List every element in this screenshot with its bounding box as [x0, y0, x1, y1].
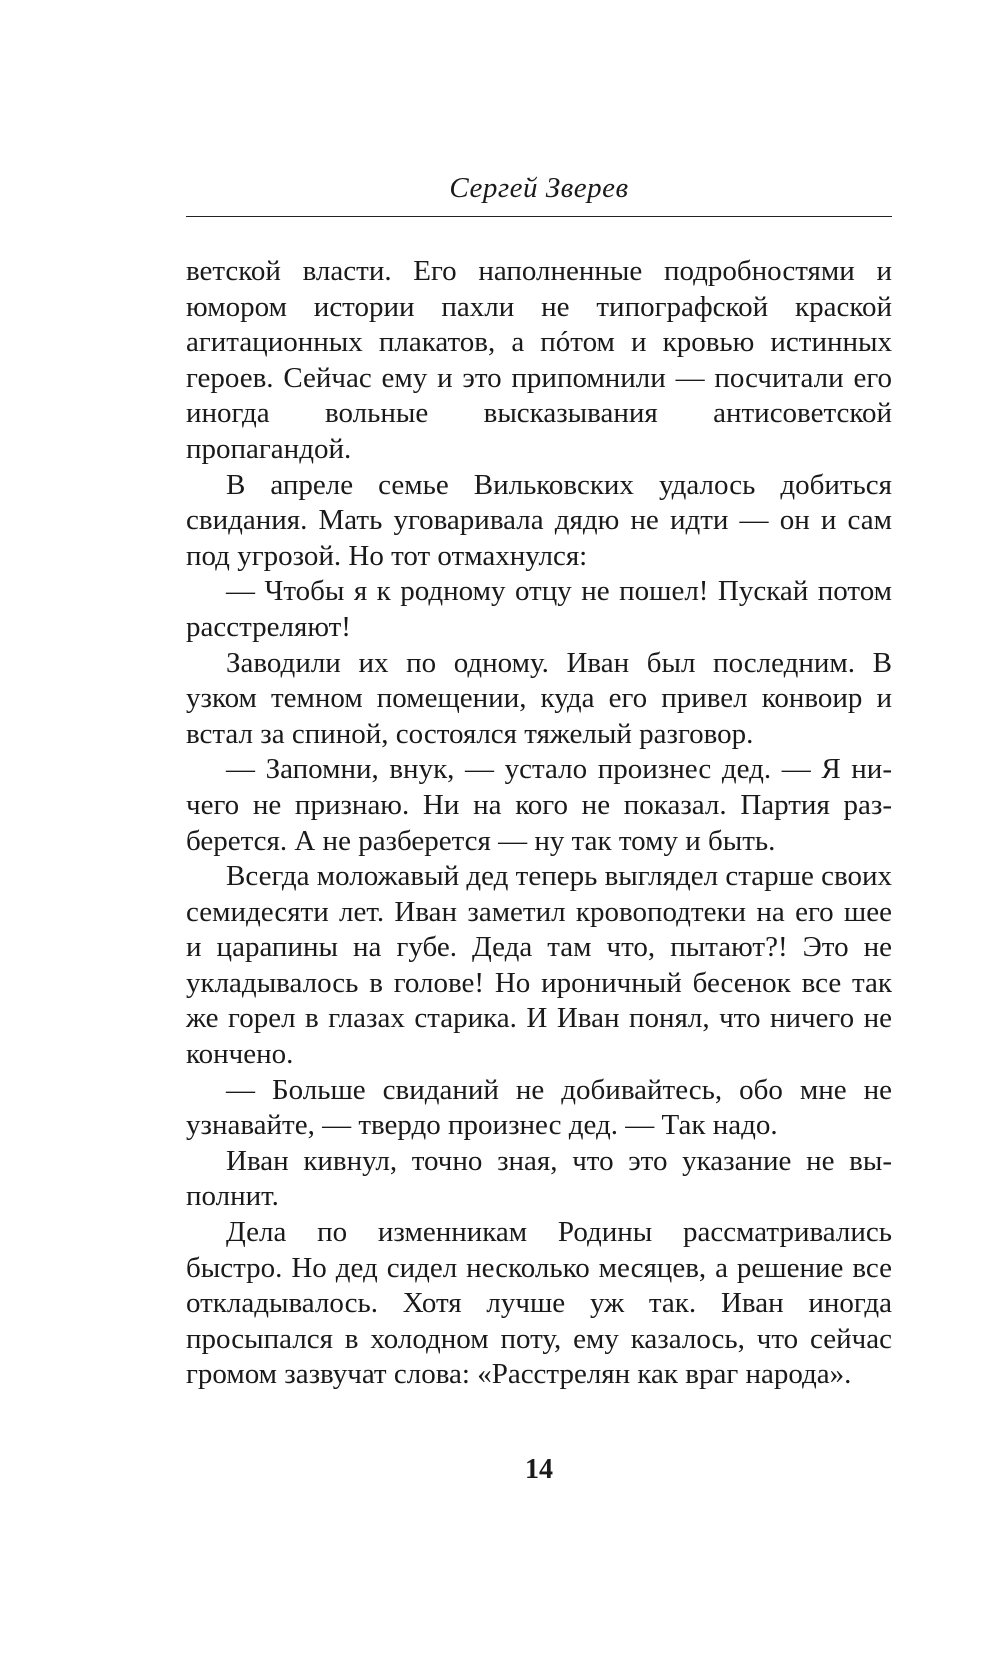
paragraph-5-dialogue: — Запомни, внук, — устало произнес дед. — Я ничего не признаю. Ни на кого не показал. Партия разберется. А не разберется — ну так тому и быть. — [186, 753, 892, 857]
paragraph-6: Всегда моложавый дед теперь выглядел старше своих семидесяти лет. Иван заметил кровоподтеки на его шее и царапины на губе. Деда там что, пытают?! Это не укладывалось в голове! Но ироничный бесенок все так же горел в глазах старика. И Иван понял, что ничего не кончено. — [186, 860, 892, 1071]
page-number: 14 — [525, 1454, 553, 1485]
paragraph-8: Иван кивнул, точно зная, что это указание не выполнит. — [186, 1144, 892, 1213]
paragraph-3-dialogue: — Чтобы я к родному отцу не пошел! Пускай потом расстреляют! — [186, 575, 892, 643]
paragraph-1-continued: ветской власти. Его наполненные подробностями и юмором истории пахли не типографской краской агитационных плакатов, а пóтом и кровью истинных героев. Сейчас ему и это припомнили — посчитали его иногда вольные высказывания антисоветской пропагандой. — [186, 255, 892, 465]
paragraph-7-dialogue: — Больше свиданий не добивайтесь, обо мне не узнавайте, — твердо произнес дед. — Так надо. — [186, 1073, 892, 1142]
paragraph-4: Заводили их по одному. Иван был последним. В узком темном помещении, куда его привел конвоир и встал за спиной, состоялся тяжелый разговор. — [186, 646, 892, 750]
body-text — [186, 254, 892, 1393]
header-rule — [186, 216, 892, 217]
paragraph-2: В апреле семье Вильковских удалось добиться свидания. Мать уговаривала дядю не идти — он и сам под угрозой. Но тот отмахнулся: — [186, 468, 892, 572]
paragraph-9: Дела по изменникам Родины рассматривались быстро. Но дед сидел несколько месяцев, а решение все откладывалось. Хотя лучше уж так. Иван иногда просыпался в холодном поту, ему казалось, что сейчас громом зазвучат слова: «Расстрелян как враг народа». — [186, 1216, 892, 1391]
running-head-author: Сергей Зверев — [449, 172, 629, 204]
